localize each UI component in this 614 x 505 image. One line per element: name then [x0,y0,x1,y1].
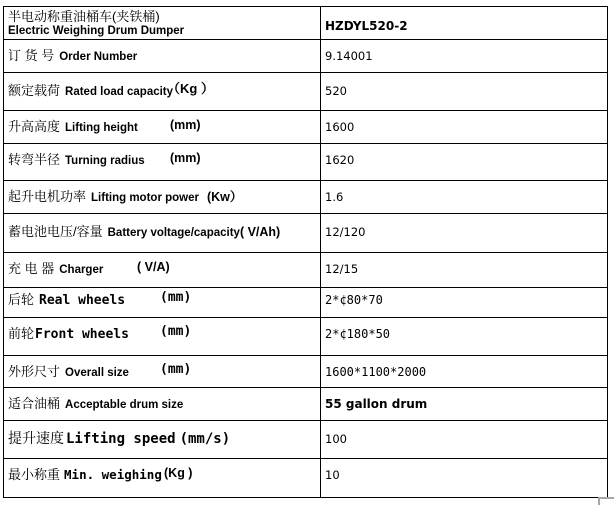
spec-value-cell [321,318,607,355]
product-title-cell [4,7,321,39]
spec-label-en: Lifting height [65,122,138,134]
spec-value-cell [321,288,607,317]
spec-value: 1.6 [325,190,344,204]
spec-value: 520 [325,84,347,98]
spec-label-zh: 后轮 [8,292,35,307]
spec-label-zh: 蓄电池电压/容量 [8,224,103,239]
spec-label-cell [4,181,321,213]
spec-unit: (mm) [170,118,201,132]
spec-table [3,6,608,498]
spec-unit: (mm) [170,151,201,165]
table-row [4,253,607,288]
spec-label-zh: 提升速度 [8,430,64,446]
spec-label-cell [4,288,321,317]
spec-label-cell [4,459,321,497]
table-row [4,73,607,111]
spec-value-cell [321,181,607,213]
table-row [4,318,607,356]
spec-unit: ( V/Ah) [239,225,281,239]
table-row [4,421,607,459]
spec-value-cell [321,356,607,387]
spec-unit: (Kw） [206,190,243,204]
spec-value: 10 [325,468,340,482]
spec-value: 1620 [325,153,355,167]
spec-value-cell [321,253,607,287]
spec-label-cell [4,214,321,252]
spec-label-en: Charger [59,264,104,276]
spec-value-cell [321,214,607,252]
spec-unit: (mm) [160,324,192,339]
spec-label-zh: 额定载荷 [8,83,61,98]
spec-label-zh: 起升电机功率 [8,189,87,204]
table-row [4,214,607,253]
table-resize-handle[interactable] [598,497,614,505]
spec-value-cell [321,73,607,110]
spec-label-en: Battery voltage/capacity [107,227,240,239]
model-cell [321,7,607,39]
spec-value-cell [321,388,607,420]
spec-label-zh: 充 电 器 [8,261,55,276]
spec-label-cell [4,144,321,180]
spec-label-zh: 外形尺寸 [8,364,61,379]
spec-unit: ( V/A) [137,260,170,274]
spec-unit: (Kg ) [164,466,193,480]
table-row [4,111,607,144]
spec-label-cell [4,73,321,110]
product-title-zh: 半电动称重油桶车(夹铁桶) [8,9,160,24]
spec-label-en: Order Number [59,51,138,63]
product-title-en: Electric Weighing Drum Dumper [8,25,185,37]
spec-label-zh: 适合油桶 [8,396,61,411]
spec-value-cell [321,459,607,497]
spec-label-zh: 订 货 号 [8,48,55,63]
spec-label-zh: 前轮 [8,326,35,341]
spec-value-cell [321,144,607,180]
spec-label-en: Lifting motor power [91,192,199,204]
spec-label-en: Acceptable drum size [65,399,184,411]
spec-value-cell [321,40,607,72]
table-row [4,356,607,388]
spec-label-en: Rated load capacity [65,86,174,98]
model-number: HZDYL520-2 [325,19,408,33]
spec-label-cell [4,388,321,420]
spec-label-en: Min. weighing [64,467,162,482]
spec-value: 2*¢80*70 [325,293,383,307]
spec-label-cell [4,111,321,143]
spec-label-en: Overall size [65,367,129,379]
table-row [4,144,607,181]
spec-label-en: Lifting speed [66,431,176,447]
table-row [4,181,607,214]
spec-value-cell [321,421,607,458]
spec-unit: （Kg ） [167,81,214,96]
spec-value: 100 [325,432,347,446]
spec-unit: (mm/s) [179,431,231,447]
table-row [4,459,607,497]
spec-label-cell [4,318,321,355]
spec-label-en: Turning radius [65,155,145,167]
spec-value: 2*¢180*50 [325,327,391,341]
spec-value: 9.14001 [325,49,373,63]
spec-label-en: Real wheels [39,293,126,308]
spec-value-cell [321,111,607,143]
spec-value: 12/120 [325,225,366,239]
spec-label-cell [4,356,321,387]
table-header-row [4,7,607,40]
spec-value: 12/15 [325,262,359,276]
spec-value: 1600 [325,120,355,134]
spec-value: 55 gallon drum [325,397,428,411]
table-row [4,40,607,73]
spec-label-zh: 最小称重 [8,467,61,482]
spec-label-cell [4,40,321,72]
spec-value: 1600*1100*2000 [325,365,427,379]
spec-label-zh: 升高高度 [8,119,61,134]
spec-label-zh: 转弯半径 [8,152,61,167]
spec-unit: (mm) [160,362,192,377]
spec-unit: (mm) [160,290,192,305]
table-row [4,288,607,318]
table-row [4,388,607,421]
spec-label-cell [4,421,321,458]
spec-label-cell [4,253,321,287]
spec-label-en: Front wheels [35,327,129,342]
